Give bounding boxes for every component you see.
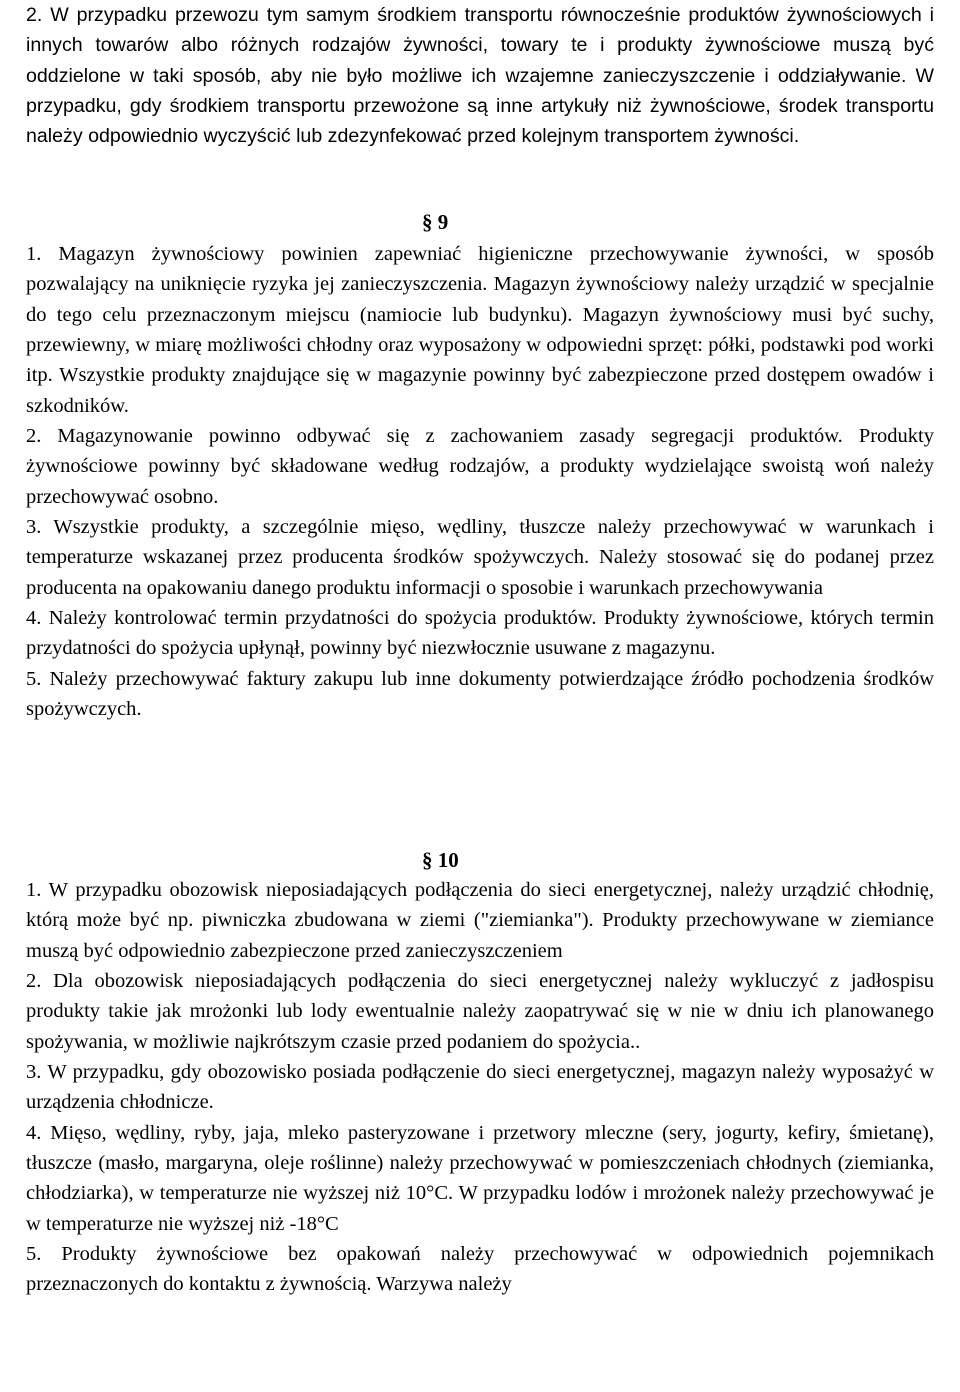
section-10-heading: § 10 [422, 848, 459, 872]
section-10-body [26, 875, 934, 1300]
section-9-item: 2. Magazynowanie powinno odbywać się z zachowaniem zasady segregacji produktów. Produkty żywnościowe powinny być składowane według rodzajów, a produkty wydzielające swoistą woń należy przechowywać osobno. [26, 425, 934, 508]
section-10-item: 2. Dla obozowisk nieposiadających podłączenia do sieci energetycznej należy wykluczyć z jadłospisu produkty takie jak mrożonki lub lody ewentualnie należy zaopatrywać się w nie w dniu ich planowanego spożywania, w możliwie najkrótszym czasie przed podaniem do spożycia.. [26, 970, 934, 1053]
section-9-item: 5. Należy przechowywać faktury zakupu lub inne dokumenty potwierdzające źródło pochodzenia środków spożywczych. [26, 667, 934, 721]
section-9-item: 1. Magazyn żywnościowy powinien zapewniać higieniczne przechowywanie żywności, w sposób pozwalający na uniknięcie ryzyka jej zanieczyszczenia. Magazyn żywnościowy należy urządzić w specjalnie do tego celu przeznaczonym miejscu (namiocie lub budynku). Magazyn żywnościowy musi być suchy, przewiewny, w miarę możliwości chłodny oraz wyposażony w odpowiedni sprzęt: półki, podstawki pod worki itp. Wszystkie produkty znajdujące się w magazynie powinny być zabezpieczone przed dostępem owadów i szkodników. [26, 243, 934, 417]
section-10-item: 4. Mięso, wędliny, ryby, jaja, mleko pasteryzowane i przetwory mleczne (sery, jogurty, kefiry, śmietanę), tłuszcze (masło, margaryna, oleje roślinne) należy przechowywać w pomieszczeniach chłodnych (ziemianka, chłodziarka), w temperaturze nie wyższej niż 10°C. W przypadku lodów i mrożonek należy przechowywać je w temperaturze nie wyższej niż -18°C [26, 1121, 934, 1235]
section-9-item: 4. Należy kontrolować termin przydatności do spożycia produktów. Produkty żywnościowe, których termin przydatności do spożycia upłynął, powinny być niezwłocznie usuwane z magazynu. [26, 607, 934, 660]
section-9-body [26, 239, 934, 725]
intro-paragraph: 2. W przypadku przewozu tym samym środkiem transportu równocześnie produktów żywnościowych i innych towarów albo różnych rodzajów żywności, towary te i produkty żywnościowe muszą być oddzielone w taki sposób, aby nie było możliwe ich wzajemne zanieczyszczenie i oddziaływanie. W przypadku, gdy środkiem transportu przewożone są inne artykuły niż żywnościowe, środek transportu należy odpowiednio wyczyścić lub zdezynfekować przed kolejnym transportem żywności. [26, 4, 934, 148]
section-9-heading: § 9 [422, 210, 449, 234]
section-10-item: 3. W przypadku, gdy obozowisko posiada podłączenie do sieci energetycznej, magazyn należy wyposażyć w urządzenia chłodnicze. [26, 1061, 934, 1114]
section-10-item: 1. W przypadku obozowisk nieposiadających podłączenia do sieci energetycznej, należy urządzić chłodnię, którą może być np. piwniczka zbudowana w ziemi ("ziemianka"). Produkty przechowywane w ziemiance muszą być odpowiednio zabezpieczone przed zanieczyszczeniem [26, 879, 934, 962]
section-9-item: 3. Wszystkie produkty, a szczególnie mięso, wędliny, tłuszcze należy przechowywać w warunkach i temperaturze wskazanej przez producenta środków spożywczych. Należy stosować się do podanej przez producenta na opakowaniu danego produktu informacji o sposobie i warunkach przechowywania [26, 516, 934, 599]
intro-block [26, 0, 934, 152]
section-10-item: 5. Produkty żywnościowe bez opakowań należy przechowywać w odpowiednich pojemnikach przeznaczonych do kontaktu z żywnością. Warzywa należy [26, 1243, 934, 1296]
